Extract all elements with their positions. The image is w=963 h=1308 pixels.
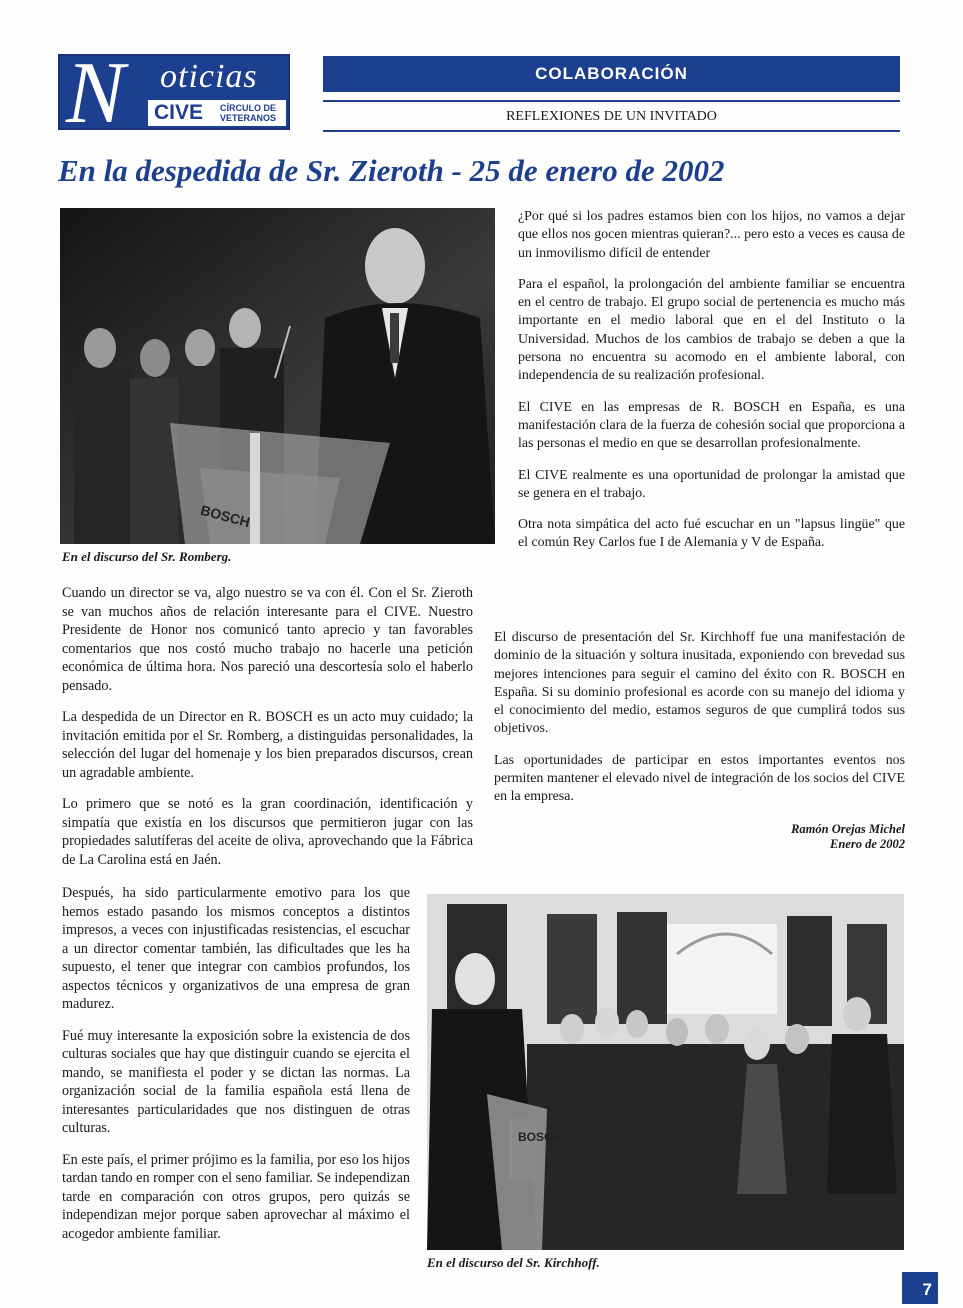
paragraph: ¿Por qué si los padres estamos bien con los hijos, no vamos a dejar que ellos nos gocen mientras quieran?... pero esto a veces es causa de un inmovilismo difícil de entender [518, 209, 905, 261]
logo-circulo-line1: CÍRCULO DE [220, 103, 276, 113]
paragraph: La despedida de un Director en R. BOSCH es un acto muy cuidado; la invitación emitida por el Sr. Romberg, a distinguidas personalidades, la selección del lugar del homenaje y los bien preparados discursos, crean un agradable ambiente. [62, 709, 473, 781]
subsection-title: REFLEXIONES DE UN INVITADO [506, 109, 717, 124]
paragraph: Para el español, la prolongación del ambiente familiar se encuentra en el centro de trabajo. El grupo social de pertenencia es mucho más importante en el medio laboral que en el del Instituto o la Universidad. Muchos de los cambios de trabajo se deben a que la persona no encuentra su acomodo en el ambiente laboral, con independencia de su realización profesional. [518, 276, 905, 384]
paragraph: Después, ha sido particularmente emotivo para los que hemos estado pasando los mismos conceptos a distintos impresos, a veces con injustificadas resistencias, el escuchar a un director comentar también, las dificultades que les ha supuesto, el tener que integrar con cambios profundos, los aspectos técnicos y organizativos de una empresa de gran madurez. [62, 885, 410, 1012]
podium-label: BOSCH [198, 501, 252, 531]
right-column-lower [494, 629, 905, 820]
logo-oticias: oticias [160, 58, 258, 95]
podium-label: BOSCH [518, 1130, 562, 1144]
logo-circulo-line2: VETERANOS [219, 113, 276, 123]
paragraph: Cuando un director se va, algo nuestro se va con él. Con el Sr. Zieroth se van muchos años de relación interesante para el CIVE. Nuestro Presidente de Honor nos comunicó tanto aprecio y tan favorables comentarios que nos costó mucho trabajo no hacerle una petición económica de última hora. Nos pareció una descortesía solo el haberlo pensado. [62, 585, 473, 694]
header-rule-bottom [323, 130, 900, 132]
paragraph: El discurso de presentación del Sr. Kirchhoff fue una manifestación de dominio de la situación y soltura inusitada, exponiendo con brevedad sus mejores intenciones para seguir el camino del éxito con R. BOSCH en España. Si su dominio profesional es acorde con su manejo del idioma y el conocimiento del medio, estamos seguros de que cumplirá todos sus objetivos. [494, 630, 905, 737]
photo-kirchhoff-graphic [427, 894, 904, 1250]
paragraph: El CIVE realmente es una oportunidad de prolongar la amistad que se genera en el trabajo. [518, 467, 905, 501]
paragraph: Lo primero que se notó es la gran coordinación, identificación y simpatía que existía en los discursos que permitieron jugar con las propiedades salutíferas del aceite de oliva, aprovechando que la Fábrica de La Carolina está en Jaén. [62, 796, 473, 868]
paragraph: En este país, el primer prójimo es la familia, por eso los hijos tardan tando en romper con el seno familiar. Se independizan tarde en comparación con otros grupos, pero quizás se independizan mejor porque saben aprovechar al máximo el acogedor ambiente familiar. [62, 1151, 410, 1242]
left-column [62, 584, 473, 882]
paragraph: Las oportunidades de participar en estos importantes eventos nos permiten mantener el elevado nivel de integración de los socios del CIVE en la empresa. [494, 752, 905, 805]
author-name: Ramón Orejas Michel [791, 822, 905, 836]
header-rule-top [323, 100, 900, 102]
masthead-logo [58, 45, 290, 142]
logo-plate [148, 100, 286, 126]
logo-cive: CIVE [154, 101, 204, 124]
photo-caption-top: En el discurso del Sr. Romberg. [62, 549, 232, 564]
section-title: COLABORACIÓN [323, 56, 900, 92]
paragraph: El CIVE en las empresas de R. BOSCH en España, es una manifestación clara de la fuerza de cohesión social que proporciona a las personas el medio en que se desarrollan profesionalmente. [518, 399, 905, 452]
paragraph: Otra nota simpática del acto fué escuchar en un "lapsus lingüe" que el común Rey Carlos fue I de Alemania y V de España. [518, 517, 905, 551]
author-signature [700, 822, 905, 852]
photo-romberg-speech [60, 208, 495, 544]
article-title: En la despedida de Sr. Zieroth - 25 de enero de 2002 [58, 153, 725, 188]
paragraph: Fué muy interesante la exposición sobre la existencia de dos culturas sociales que hay que distinguir cuando se ejercita el mando, se manifiesta el poder y se dictan las normas. La organización social de la familia española está llena de interesantes particularidades que nos distinguen de otras culturas. [62, 1027, 410, 1136]
photo-romberg-graphic [60, 208, 495, 544]
right-column-upper [518, 208, 905, 566]
photo-caption-bottom: En el discurso del Sr. Kirchhoff. [427, 1255, 600, 1270]
page-number: 7 [902, 1272, 938, 1304]
logo-n-letter: N [66, 45, 125, 142]
lower-left-column [62, 884, 410, 1256]
photo-kirchhoff-speech [427, 894, 904, 1250]
logo-circulo [212, 103, 284, 123]
author-date: Enero de 2002 [830, 837, 905, 851]
